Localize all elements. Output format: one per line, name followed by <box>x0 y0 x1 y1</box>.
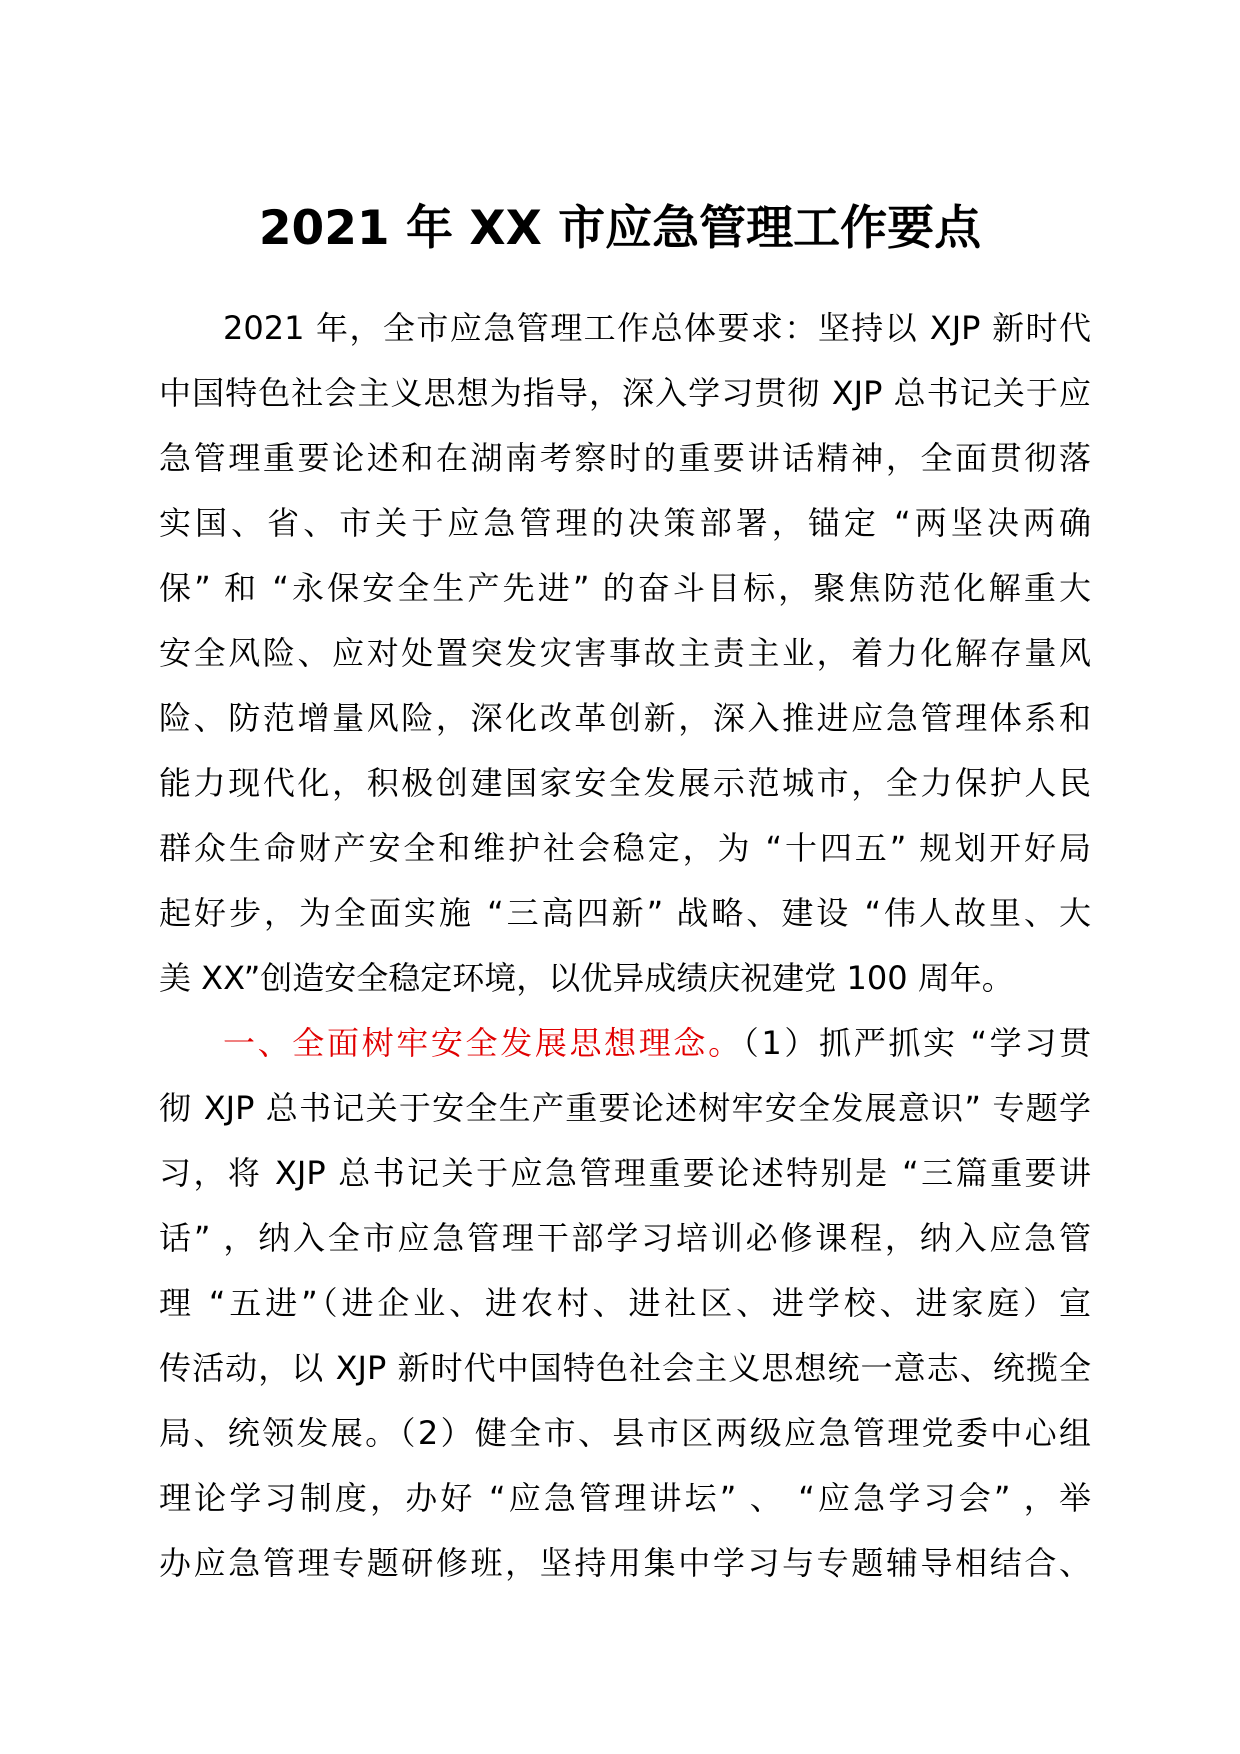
text-line: 保” 和 “永保安全生产先进” 的奋斗目标，聚焦防范化解重大 <box>159 569 1091 607</box>
text-line: 急管理重要论述和在湖南考察时的重要讲话精神，全面贯彻落 <box>159 439 1091 477</box>
document-title: 2021 年 XX 市应急管理工作要点 <box>258 201 982 256</box>
text-line: 实国、省、市关于应急管理的决策部署，锚定 “两坚决两确 <box>159 504 1091 542</box>
text-line: 理 “五进”（进企业、进农村、进社区、进学校、进家庭）宣 <box>159 1284 1091 1322</box>
text-line: 传活动，以 XJP 新时代中国特色社会主义思想统一意志、统揽全 <box>159 1349 1091 1387</box>
text-line: 话” ，纳入全市应急管理干部学习培训必修课程，纳入应急管 <box>159 1219 1091 1257</box>
text-line: 办应急管理专题研修班，坚持用集中学习与专题辅导相结合、 <box>159 1544 1091 1582</box>
text-line: 群众生命财产安全和维护社会稳定，为 “十四五” 规划开好局 <box>159 829 1091 867</box>
paragraph-section-1 <box>159 1011 1091 1596</box>
section-heading: 一、全面树牢安全发展思想理念。 <box>223 1024 743 1062</box>
text-line: 安全风险、应对处置突发灾害事故主责主业，着力化解存量风 <box>159 634 1091 672</box>
text-line: 彻 XJP 总书记关于安全生产重要论述树牢安全发展意识” 专题学 <box>159 1089 1091 1127</box>
paragraph-intro <box>159 296 1091 1011</box>
text-line: 险、防范增量风险，深化改革创新，深入推进应急管理体系和 <box>159 699 1091 737</box>
text-line: 理论学习制度，办好 “应急管理讲坛” 、 “应急学习会” ，举 <box>159 1479 1091 1517</box>
text-line: 局、统领发展。（2）健全市、县市区两级应急管理党委中心组 <box>159 1414 1091 1452</box>
document-body <box>159 296 1091 1596</box>
text-line <box>159 1011 1091 1076</box>
text-line: 习，将 XJP 总书记关于应急管理重要论述特别是 “三篇重要讲 <box>159 1154 1091 1192</box>
text-line: 能力现代化，积极创建国家安全发展示范城市，全力保护人民 <box>159 764 1091 802</box>
text-line: 2021 年，全市应急管理工作总体要求：坚持以 XJP 新时代 <box>223 309 1091 347</box>
text-line: 美 XX”创造安全稳定环境，以优异成绩庆祝建党 100 周年。 <box>159 959 1014 997</box>
section-text: （1）抓严抓实 “学习贯 <box>742 1024 1091 1062</box>
text-line: 中国特色社会主义思想为指导，深入学习贯彻 XJP 总书记关于应 <box>159 374 1091 412</box>
text-line: 起好步，为全面实施 “三高四新” 战略、建设 “伟人故里、大 <box>159 894 1091 932</box>
